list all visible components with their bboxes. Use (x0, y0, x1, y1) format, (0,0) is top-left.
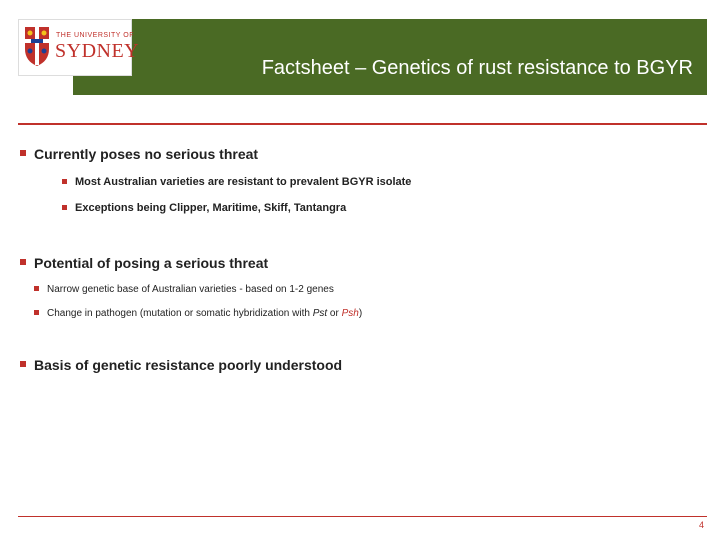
bullet-1-text: Currently poses no serious threat (34, 146, 259, 162)
bullet-2-sub-2-or: or (327, 308, 342, 319)
pst-text: Pst (312, 308, 328, 319)
top-divider (18, 123, 707, 125)
bullet-icon (62, 205, 67, 210)
slide-title: Factsheet – Genetics of rust resistance to BGYR (261, 57, 693, 79)
bullet-icon (20, 259, 26, 265)
bullet-1-sub-2 (62, 202, 346, 214)
bullet-2-text: Potential of posing a serious threat (34, 255, 269, 271)
university-logo (18, 19, 140, 76)
bullet-2-sub-1 (34, 284, 334, 295)
bullet-2-sub-1-text: Narrow genetic base of Australian varieties - based on 1-2 genes (47, 284, 334, 295)
bullet-icon (20, 361, 26, 367)
bullet-3 (20, 357, 342, 373)
bullet-icon (34, 286, 39, 291)
header-bar (73, 19, 707, 95)
bullet-2-sub-2-pre: Change in pathogen (mutation or somatic hybridization with (47, 308, 313, 319)
page-number: 4 (698, 520, 704, 530)
bullet-1 (20, 146, 258, 162)
bottom-divider (18, 516, 707, 517)
logo-text-small: THE UNIVERSITY OF (56, 32, 134, 39)
logo-text-sydney: SYDNEY (55, 40, 140, 62)
bullet-1-sub-1 (62, 176, 411, 188)
bullet-3-text: Basis of genetic resistance poorly understood (34, 357, 343, 373)
bullet-2-sub-2 (34, 308, 362, 319)
bullet-1-sub-2-text: Exceptions being Clipper, Maritime, Skiff, Tantangra (75, 202, 347, 214)
bullet-2-sub-2-post: ) (358, 308, 363, 319)
bullet-1-sub-1-text: Most Australian varieties are resistant to prevalent BGYR isolate (75, 176, 412, 188)
bullet-icon (20, 150, 26, 156)
psh-text: Psh (341, 308, 359, 319)
bullet-icon (62, 179, 67, 184)
crest-icon (23, 25, 51, 67)
bullet-icon (34, 310, 39, 315)
bullet-2 (20, 255, 268, 271)
